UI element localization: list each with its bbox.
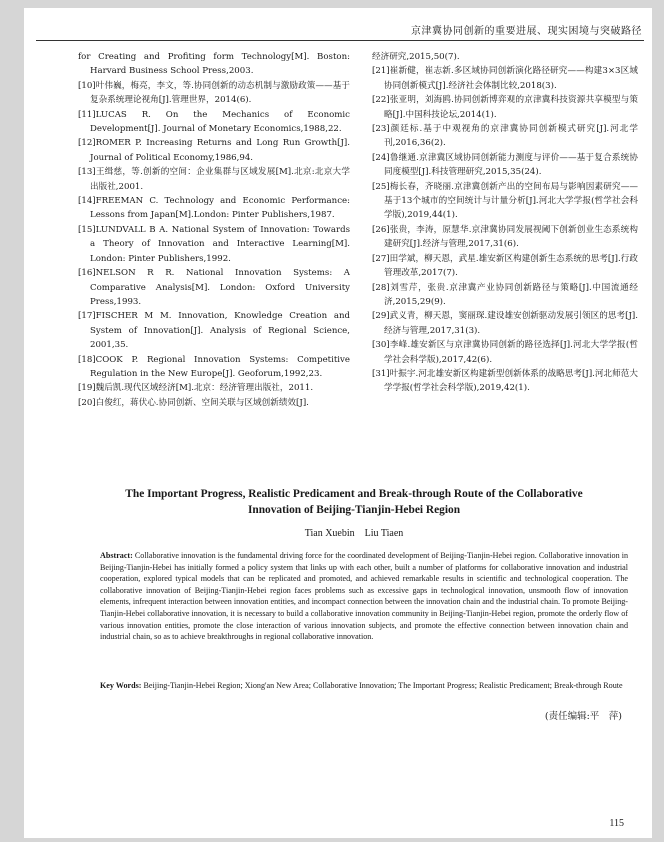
reference-entry: [15]LUNDVALL B A. National System of Innovation: Towards a Theory of Innovation and Interactive Learning[M]. London: Pinter Publishers,1992. bbox=[78, 224, 350, 264]
title-line-2: Innovation of Beijing-Tianjin-Hebei Region bbox=[247, 504, 461, 516]
reference-entry: [27]田学斌，柳天恩，武星.雄安新区构建创新生态系统的思考[J].行政管理改革,2017(7). bbox=[372, 253, 638, 279]
references-left-column bbox=[78, 50, 350, 410]
reference-entry: [17]FISCHER M M. Innovation, Knowledge Creation and System of Innovation[J]. Analysis of Regional Science, 2001,35. bbox=[78, 311, 350, 351]
reference-entry: [30]李峰.雄安新区与京津冀协同创新的路径选择[J].河北大学学报(哲学社会科学版),2017,42(6). bbox=[372, 340, 638, 365]
reference-entry: [16]NELSON R R. National Innovation Systems: A Comparative Analysis[M]. London: Oxford University Press,1993. bbox=[78, 268, 350, 307]
abstract-text: Collaborative innovation is the fundamental driving force for the coordinated development of Beijing-Tianjin-Hebei region. Collaborative innovation in Beijing-Tianjin-Hebei has initially formed a policy system that links up with each other, built a number of platforms for collaborative innovation and industrial cooperation, explored typical models that can be replicated and promoted, and achieved remarkable results in scientific and technological cooperation. The collaborative innovation of Beijing-Tianjin-Hebei region faces problems such as excessive gaps in technological innovation, unsmooth flow of innovation elements, infrequent interaction between innovation entities, and incompact connection between the innovation chain and the industrial chain. To promote Beijing-Tianjin-Hebei collaborative innovation, it is necessary to build a collaborative innovation community in Beijing-Tianjin-Hebei region, promote the orderly flow of various innovation entities, promote the close interaction of various innovation subjects, and promote the effective connection between innovation chain and industrial chain, so as to achieve breakthroughs in regional collaborative innovation. bbox=[100, 551, 628, 642]
reference-entry: [21]崔新健，崔志新.多区域协同创新演化路径研究——构建3×3区域协同创新模式[J].经济社会体制比较,2018(3). bbox=[372, 66, 638, 91]
reference-entry: [14]FREEMAN C. Technology and Economic Performance: Lessons from Japan[M].London: Pinter Publishers,1987. bbox=[78, 196, 350, 221]
reference-entry: [12]ROMER P. Increasing Returns and Long Run Growth[J]. Journal of Political Economy,1986,94. bbox=[78, 138, 350, 163]
header-rule bbox=[36, 40, 644, 41]
reference-entry: [26]张贵，李涛，原慧华.京津冀协同发展视阈下创新创业生态系统构建研究[J].经济与管理,2017,31(6). bbox=[372, 224, 638, 250]
authors: Tian Xuebin Liu Tiaen bbox=[304, 528, 404, 539]
reference-entry: [28]刘雪芹，张贵.京津冀产业协同创新路径与策略[J].中国流通经济,2015,29(9). bbox=[372, 282, 638, 307]
reference-entry: [19]魏后凯.现代区域经济[M].北京：经济管理出版社，2011. bbox=[78, 383, 314, 394]
reference-entry: [24]鲁继通.京津冀区域协同创新能力测度与评价——基于复合系统协同度模型[J].科技管理研究,2015,35(24). bbox=[372, 152, 638, 178]
reference-entry: [11]LUCAS R. On the Mechanics of Economic Development[J]. Journal of Monetary Economics,1988,22. bbox=[78, 109, 350, 135]
keywords-text: Beijing-Tianjin-Hebei Region; Xiong'an New Area; Collaborative Innovation; The Important Progress; Realistic Predicament; Break-through Route bbox=[141, 681, 623, 690]
reference-entry: for Creating and Profiting form Technology[M]. Boston: Harvard Business School Press,2003. bbox=[78, 52, 350, 77]
english-title bbox=[74, 486, 634, 518]
abstract-label: Abstract: bbox=[100, 551, 133, 560]
reference-entry: [10]叶伟巍，梅亮，李文，等.协同创新的动态机制与激励政策——基于复杂系统理论视角[J].管理世界，2014(6). bbox=[78, 80, 350, 106]
running-head: 京津冀协同创新的重要进展、现实困境与突破路径 bbox=[411, 26, 642, 37]
reference-entry: 经济研究,2015,50(7). bbox=[372, 52, 460, 62]
references-right-column bbox=[372, 50, 638, 396]
reference-entry: [22]张亚明，刘海鸥.协同创新博弈观的京津冀科技资源共享模型与策略[J].中国科技论坛,2014(1). bbox=[372, 95, 638, 120]
reference-entry: [18]COOK P. Regional Innovation Systems: Competitive Regulation in the New Europe[J]. Geoforum,1992,23. bbox=[78, 354, 350, 379]
keywords-label: Key Words: bbox=[100, 681, 142, 690]
reference-entry: [23]颜廷标.基于中观视角的京津冀协同创新模式研究[J].河北学刊,2016,36(2). bbox=[372, 124, 638, 149]
reference-entry: [31]叶振宇.河北雄安新区构建新型创新体系的战略思考[J].河北师范大学学报(哲学社会科学版),2019,42(1). bbox=[372, 368, 638, 394]
title-line-1: The Important Progress, Realistic Predicament and Break-through Route of the Collaborative bbox=[125, 488, 583, 500]
editor-note: (责任编辑:平 萍) bbox=[544, 711, 622, 722]
reference-entry: [25]梅长春，齐晓丽.京津冀创新产出的空间布局与影响因素研究——基于13个城市的空间统计与计量分析[J].河北大学学报(哲学社会科学版),2019,44(1). bbox=[372, 181, 638, 221]
journal-page bbox=[24, 8, 652, 838]
keywords bbox=[100, 680, 628, 692]
reference-entry: [13]王缉慈，等.创新的空间：企业集群与区域发展[M].北京:北京大学出版社,2001. bbox=[78, 167, 350, 192]
page-number: 115 bbox=[609, 818, 624, 829]
reference-entry: [29]武义青，柳天恩，窦丽琛.建设雄安创新驱动发展引领区的思考[J].经济与管理,2017,31(3). bbox=[372, 311, 638, 336]
reference-entry: [20]白俊红，蒋伏心.协同创新、空间关联与区域创新绩效[J]. bbox=[78, 397, 309, 408]
abstract bbox=[100, 550, 628, 643]
